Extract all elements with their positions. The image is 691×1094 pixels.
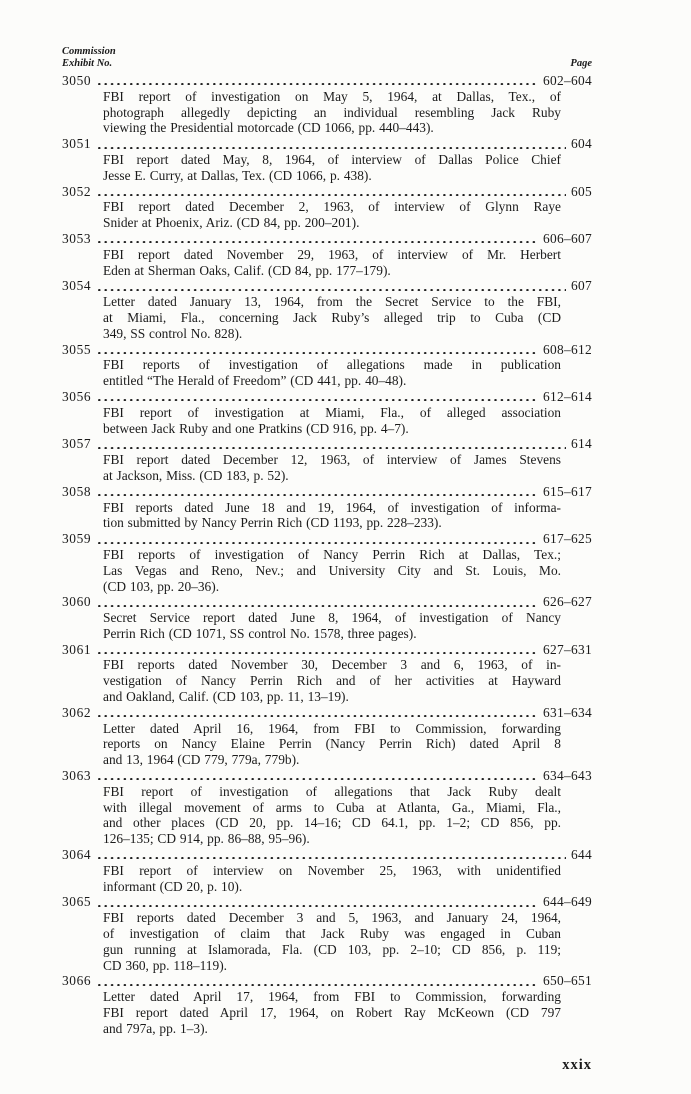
description-line: FBI reports of investigation of Nancy Perrin Rich at Dallas, Tex.; xyxy=(103,546,561,562)
page-number: 617–625 xyxy=(543,531,592,547)
exhibit-description xyxy=(103,721,561,768)
dot-leader xyxy=(98,652,538,654)
column-header-commission: Commission xyxy=(62,46,116,57)
dot-leader xyxy=(98,857,566,859)
dot-leader xyxy=(98,715,538,717)
description-line: tion submitted by Nancy Perrin Rich (CD 1193, pp. 228–233). xyxy=(103,515,442,531)
description-line: Las Vegas and Reno, Nev.; and University City and St. Louis, Mo. xyxy=(103,562,561,578)
exhibit-number: 3054 xyxy=(62,278,92,294)
exhibit-entry xyxy=(62,894,592,973)
description-line: FBI report dated April 17, 1964, on Robert Ray McKeown (CD 797 xyxy=(103,1005,561,1021)
description-line: FBI report of investigation of allegations that Jack Ruby dealt xyxy=(103,783,561,799)
exhibit-number: 3051 xyxy=(62,136,92,152)
description-line: entitled “The Herald of Freedom” (CD 441, pp. 40–48). xyxy=(103,373,407,389)
exhibit-description xyxy=(103,405,561,437)
exhibit-number: 3057 xyxy=(62,436,92,452)
description-line: (CD 103, pp. 20–36). xyxy=(103,578,220,594)
exhibit-number: 3058 xyxy=(62,483,92,499)
page-folio: xxix xyxy=(562,1056,592,1073)
dot-leader xyxy=(98,605,538,607)
exhibit-number: 3062 xyxy=(62,704,92,720)
description-line: FBI reports of investigation of allegations made in publication xyxy=(103,357,561,373)
exhibit-description xyxy=(103,500,561,532)
page-number: 644 xyxy=(571,847,592,863)
exhibit-leader-row xyxy=(62,847,592,863)
dot-leader xyxy=(98,542,538,544)
exhibit-entry xyxy=(62,973,592,1036)
exhibit-leader-row xyxy=(62,768,592,784)
exhibit-entry xyxy=(62,73,592,136)
page-number: 612–614 xyxy=(543,388,592,404)
exhibit-number: 3066 xyxy=(62,973,92,989)
exhibit-entry xyxy=(62,436,592,483)
page-number: 650–651 xyxy=(543,973,592,989)
description-line: at Jackson, Miss. (CD 183, p. 52). xyxy=(103,467,289,483)
exhibit-leader-row xyxy=(62,231,592,247)
exhibit-leader-row xyxy=(62,342,592,358)
dot-leader xyxy=(98,399,538,401)
description-line: Secret Service report dated June 8, 1964, of investigation of Nancy xyxy=(103,610,561,626)
exhibit-description xyxy=(103,863,561,895)
exhibit-description xyxy=(103,199,561,231)
exhibit-entry xyxy=(62,231,592,278)
exhibit-number: 3050 xyxy=(62,73,92,88)
exhibit-leader-row xyxy=(62,184,592,200)
description-line: and other places (CD 20, pp. 14–16; CD 64.1, pp. 1–2; CD 856, pp. xyxy=(103,815,561,831)
exhibit-entry xyxy=(62,342,592,389)
dot-leader xyxy=(98,147,566,149)
description-line: Perrin Rich (CD 1071, SS control No. 1578, three pages). xyxy=(103,625,417,641)
description-line: with illegal movement of arms to Cuba at Atlanta, Ga., Miami, Fla., xyxy=(103,799,561,815)
exhibit-list xyxy=(62,73,592,1037)
column-header-exhibit-no: Exhibit No. xyxy=(62,57,113,69)
page-number: 615–617 xyxy=(543,483,592,499)
description-line: FBI report of investigation at Miami, Fla., of alleged association xyxy=(103,404,561,420)
exhibit-leader-row xyxy=(62,973,592,989)
description-line: FBI reports dated November 30, December 3 and 6, 1963, of in- xyxy=(103,657,561,673)
exhibit-number: 3059 xyxy=(62,531,92,547)
description-line: Letter dated April 16, 1964, from FBI to Commission, forwarding xyxy=(103,720,561,736)
exhibit-entry xyxy=(62,642,592,705)
dot-leader xyxy=(98,905,538,907)
exhibit-leader-row xyxy=(62,705,592,721)
page-number: 602–604 xyxy=(543,73,592,88)
description-line: CD 360, pp. 118–119). xyxy=(103,957,227,973)
exhibit-description xyxy=(103,610,561,642)
exhibit-entry xyxy=(62,184,592,231)
page-number: 627–631 xyxy=(543,641,592,657)
description-line: FBI report dated May, 8, 1964, of interview of Dallas Police Chief xyxy=(103,151,561,167)
description-line: 349, SS control No. 828). xyxy=(103,325,243,341)
exhibit-leader-row xyxy=(62,894,592,910)
description-line: Jesse E. Curry, at Dallas, Tex. (CD 1066, p. 438). xyxy=(103,167,372,183)
exhibit-no-column-header xyxy=(62,46,116,69)
exhibit-entry xyxy=(62,484,592,531)
exhibit-number: 3065 xyxy=(62,894,92,910)
description-line: FBI report of investigation on May 5, 1964, at Dallas, Tex., of xyxy=(103,88,561,104)
description-line: reports on Nancy Elaine Perrin (Nancy Perrin Rich) dated April 8 xyxy=(103,736,561,752)
dot-leader xyxy=(98,352,538,354)
column-headers xyxy=(62,46,592,69)
exhibit-description xyxy=(103,89,561,136)
page-number: 644–649 xyxy=(543,894,592,910)
description-line: Letter dated January 13, 1964, from the Secret Service to the FBI, xyxy=(103,294,561,310)
exhibit-description xyxy=(103,152,561,184)
exhibit-number: 3052 xyxy=(62,183,92,199)
exhibit-number: 3063 xyxy=(62,768,92,784)
exhibit-entry xyxy=(62,278,592,341)
exhibit-number: 3056 xyxy=(62,388,92,404)
description-line: photograph allegedly depicting an individual resembling Jack Ruby xyxy=(103,104,561,120)
description-line: and Oakland, Calif. (CD 103, pp. 11, 13–19). xyxy=(103,689,349,705)
exhibit-leader-row xyxy=(62,278,592,294)
exhibit-description xyxy=(103,910,561,973)
exhibit-leader-row xyxy=(62,73,592,89)
exhibit-leader-row xyxy=(62,136,592,152)
description-line: 126–135; CD 914, pp. 86–88, 95–96). xyxy=(103,831,310,847)
page-number: 606–607 xyxy=(543,230,592,246)
exhibit-number: 3061 xyxy=(62,641,92,657)
exhibit-entry xyxy=(62,594,592,641)
description-line: FBI report dated December 12, 1963, of interview of James Stevens xyxy=(103,452,561,468)
exhibit-entry xyxy=(62,389,592,436)
exhibit-description xyxy=(103,989,561,1036)
dot-leader xyxy=(98,494,538,496)
exhibit-description xyxy=(103,784,561,847)
exhibit-entry xyxy=(62,136,592,183)
dot-leader xyxy=(98,778,538,780)
page-number: 614 xyxy=(571,436,592,452)
exhibit-entry xyxy=(62,768,592,847)
description-line: Snider at Phoenix, Ariz. (CD 84, pp. 200–201). xyxy=(103,215,360,231)
dot-leader xyxy=(98,447,566,449)
description-line: at Miami, Fla., concerning Jack Ruby’s alleged trip to Cuba (CD xyxy=(103,309,561,325)
page-number: 608–612 xyxy=(543,341,592,357)
description-line: FBI reports dated December 3 and 5, 1963, and January 24, 1964, xyxy=(103,910,561,926)
exhibit-number: 3064 xyxy=(62,847,92,863)
page-number: 634–643 xyxy=(543,768,592,784)
exhibit-leader-row xyxy=(62,642,592,658)
exhibit-number: 3053 xyxy=(62,230,92,246)
description-line: FBI report dated November 29, 1963, of interview of Mr. Herbert xyxy=(103,246,561,262)
page-number: 604 xyxy=(571,136,592,152)
exhibit-description xyxy=(103,357,561,389)
dot-leader xyxy=(98,83,538,85)
page-number: 607 xyxy=(571,278,592,294)
description-line: between Jack Ruby and one Pratkins (CD 916, pp. 4–7). xyxy=(103,420,409,436)
description-line: FBI report dated December 2, 1963, of interview of Glynn Raye xyxy=(103,199,561,215)
exhibit-description xyxy=(103,547,561,594)
exhibit-leader-row xyxy=(62,594,592,610)
exhibit-number: 3055 xyxy=(62,341,92,357)
description-line: gun running at Islamorada, Fla. (CD 103, pp. 2–10; CD 856, p. 119; xyxy=(103,941,561,957)
exhibit-entry xyxy=(62,531,592,594)
exhibit-description xyxy=(103,452,561,484)
description-line: informant (CD 20, p. 10). xyxy=(103,878,243,894)
exhibit-leader-row xyxy=(62,484,592,500)
exhibit-number: 3060 xyxy=(62,594,92,610)
dot-leader xyxy=(98,984,538,986)
exhibit-description xyxy=(103,657,561,704)
description-line: Eden at Sherman Oaks, Calif. (CD 84, pp. 177–179). xyxy=(103,262,391,278)
description-line: Letter dated April 17, 1964, from FBI to Commission, forwarding xyxy=(103,989,561,1005)
exhibit-entry xyxy=(62,705,592,768)
dot-leader xyxy=(98,289,566,291)
description-line: of investigation of claim that Jack Ruby was engaged in Cuban xyxy=(103,926,561,942)
page-number: 626–627 xyxy=(543,594,592,610)
page-number: 605 xyxy=(571,183,592,199)
description-line: and 797a, pp. 1–3). xyxy=(103,1020,208,1036)
exhibit-entry xyxy=(62,847,592,894)
description-line: FBI reports dated June 18 and 19, 1964, of investigation of informa- xyxy=(103,499,561,515)
exhibit-description xyxy=(103,247,561,279)
description-line: viewing the Presidential motorcade (CD 1066, pp. 440–443). xyxy=(103,120,434,136)
exhibit-leader-row xyxy=(62,436,592,452)
exhibit-leader-row xyxy=(62,531,592,547)
exhibit-description xyxy=(103,294,561,341)
description-line: vestigation of Nancy Perrin Rich and of her activities at Hayward xyxy=(103,673,561,689)
dot-leader xyxy=(98,241,538,243)
page-number: 631–634 xyxy=(543,704,592,720)
exhibit-leader-row xyxy=(62,389,592,405)
description-line: and 13, 1964 (CD 779, 779a, 779b). xyxy=(103,752,300,768)
description-line: FBI report of interview on November 25, 1963, with unidentified xyxy=(103,862,561,878)
dot-leader xyxy=(98,194,566,196)
page-column-header: Page xyxy=(570,57,592,69)
